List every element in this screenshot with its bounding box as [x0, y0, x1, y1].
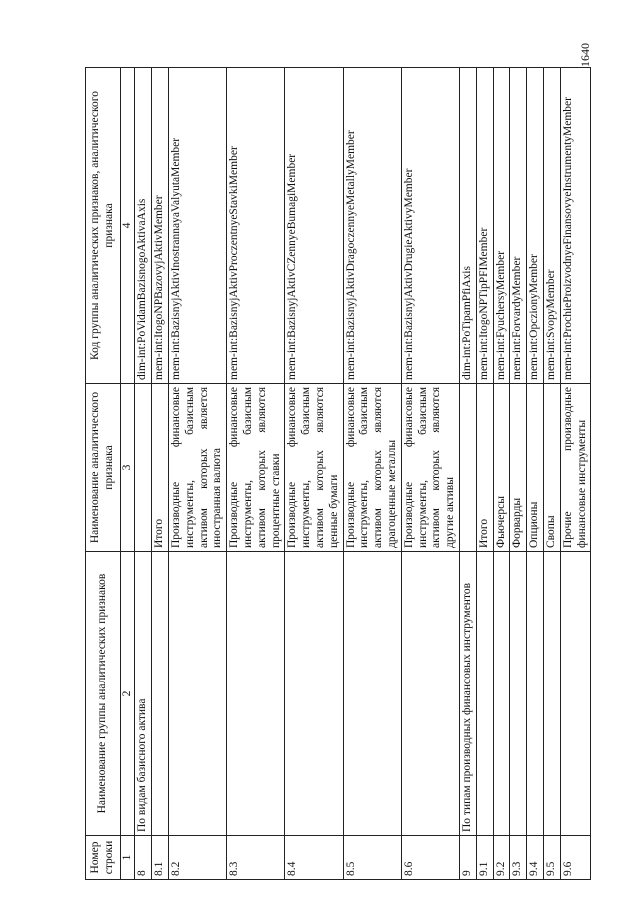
column-number: 1 [120, 836, 135, 880]
table-row [401, 68, 459, 880]
attribute-code: mem-int:BazisnyjAktivProczentnyeStavkiMember [227, 68, 285, 384]
attribute-name [459, 384, 476, 552]
attribute-name: Производные финансовые инструменты, базисным активом которых являются другие активы [401, 384, 459, 552]
attribute-code: mem-int:FyuchersyMember [493, 68, 510, 384]
attribute-name: Прочие производные финансовые инструменты [560, 384, 591, 552]
row-number: 9.4 [527, 836, 544, 880]
table-row [527, 68, 544, 880]
row-number: 8.4 [285, 836, 343, 880]
attribute-name: Производные финансовые инструменты, базисным активом которых являются процентные ставки [227, 384, 285, 552]
table-header-row [86, 68, 121, 880]
attribute-code: mem-int:ItogoNPBazovyjAktivMember [152, 68, 169, 384]
group-name [168, 552, 226, 836]
table-row [285, 68, 343, 880]
row-number: 8.6 [401, 836, 459, 880]
table-row [343, 68, 401, 880]
group-name [560, 552, 591, 836]
analytics-codes-table [85, 67, 591, 880]
table-row [152, 68, 169, 880]
attribute-name: Производные финансовые инструменты, базисным активом которых являются драгоценные металлы [343, 384, 401, 552]
row-number: 9.6 [560, 836, 591, 880]
attribute-name: Опционы [527, 384, 544, 552]
group-name [343, 552, 401, 836]
group-name [227, 552, 285, 836]
group-name [476, 552, 493, 836]
group-name [401, 552, 459, 836]
header-group-name: Наименование группы аналитических признаков [86, 552, 121, 836]
group-name [527, 552, 544, 836]
attribute-name: Свопы [543, 384, 560, 552]
header-row-number: Номер строки [86, 836, 121, 880]
attribute-name: Производные финансовые инструменты, базисным активом которых является иностранная валюта [168, 384, 226, 552]
attribute-code: mem-int:ItogoNPTipPFIMember [476, 68, 493, 384]
attribute-code: mem-int:SvopyMember [543, 68, 560, 384]
table-row [510, 68, 527, 880]
table-row [543, 68, 560, 880]
attribute-code: mem-int:OpczionyMember [527, 68, 544, 384]
column-numbers-row [120, 68, 135, 880]
table-row [493, 68, 510, 880]
table-row [135, 68, 152, 880]
attribute-name: Итого [476, 384, 493, 552]
row-number: 9.3 [510, 836, 527, 880]
row-number: 9.5 [543, 836, 560, 880]
attribute-name: Фьючерсы [493, 384, 510, 552]
attribute-code: dim-int:PoTipamPfiAxis [459, 68, 476, 384]
group-name [543, 552, 560, 836]
header-code: Код группы аналитических признаков, аналитического признака [86, 68, 121, 384]
row-number: 8.2 [168, 836, 226, 880]
row-number: 8.1 [152, 836, 169, 880]
header-attribute-name: Наименование аналитического признака [86, 384, 121, 552]
table-row [168, 68, 226, 880]
group-name: По типам производных финансовых инструментов [459, 552, 476, 836]
group-name [493, 552, 510, 836]
attribute-code: mem-int:BazisnyjAktivCZennyeBumagiMember [285, 68, 343, 384]
table-row [476, 68, 493, 880]
group-name [152, 552, 169, 836]
attribute-code: mem-int:BazisnyjAktivDrugieAktivyMember [401, 68, 459, 384]
column-number: 3 [120, 384, 135, 552]
attribute-code: dim-int:PoVidamBazisnogoAktivaAxis [135, 68, 152, 384]
attribute-name: Итого [152, 384, 169, 552]
row-number: 9.1 [476, 836, 493, 880]
column-number: 4 [120, 68, 135, 384]
column-number: 2 [120, 552, 135, 836]
row-number: 8 [135, 836, 152, 880]
attribute-code: mem-int:BazisnyjAktivDragoczennyeMetallyMember [343, 68, 401, 384]
table-row [459, 68, 476, 880]
group-name [510, 552, 527, 836]
attribute-code: mem-int:BazisnyjAktivInostrannayaValyutaMember [168, 68, 226, 384]
row-number: 8.3 [227, 836, 285, 880]
table-row [560, 68, 591, 880]
page-number: 1640 [577, 43, 592, 67]
attribute-code: mem-int:ProchieProizvodnyeFinansovyeInstrumentyMember [560, 68, 591, 384]
row-number: 8.5 [343, 836, 401, 880]
attribute-name [135, 384, 152, 552]
attribute-name: Производные финансовые инструменты, базисным активом которых являются ценные бумаги [285, 384, 343, 552]
row-number: 9.2 [493, 836, 510, 880]
group-name: По видам базисного актива [135, 552, 152, 836]
row-number: 9 [459, 836, 476, 880]
table-row [227, 68, 285, 880]
attribute-code: mem-int:ForvardyMember [510, 68, 527, 384]
attribute-name: Форварды [510, 384, 527, 552]
rotated-table-container [85, 68, 588, 880]
group-name [285, 552, 343, 836]
